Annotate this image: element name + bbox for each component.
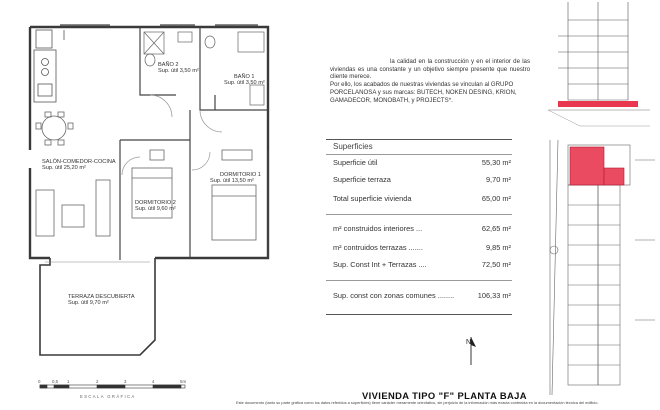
surfaces-rule [326,154,512,155]
surface-label: Superficie terraza [333,175,391,184]
surface-value: 72,50 m² [481,260,511,269]
room-dormitorio1-name: DORMITORIO 1 [220,172,261,178]
scale-caption: ESCALA GRÁFICA [80,394,136,399]
room-terraza-area: Sup. útil 9,70 m² [68,300,109,307]
intro-paragraph-1: la calidad en la construcción y en el interior de las viviendas es una constante y un objetivo siempre presente que nuestro cliente merece. [330,58,530,81]
scale-tick-1: 0,5 [52,379,59,384]
room-bano2-area: Sup. útil 3,50 m² [158,68,199,75]
page-title: VIVIENDA TIPO "F" PLANTA BAJA [362,390,527,401]
surface-label: m² contruidos terrazas ....... [333,243,423,252]
surfaces-top-rule [326,139,512,140]
scale-tick-0: 0 [38,379,41,384]
surface-value: 55,30 m² [481,158,511,167]
room-bano1 [224,74,265,87]
scale-tick-4: 3 [124,379,127,384]
room-dormitorio2-area: Sup. útil 9,60 m² [135,206,176,213]
room-dormitorio2 [135,200,176,213]
room-terraza-name: TERRAZA DESCUBIERTA [68,294,135,300]
room-salon [42,159,116,172]
compass-label: N [466,339,472,346]
room-salon-area: Sup. útil 25,20 m² [42,165,86,172]
surface-value: 62,65 m² [481,224,511,233]
surface-value: 9,70 m² [485,175,511,184]
surfaces-rule [326,280,512,281]
scale-tick-3: 2 [96,379,99,384]
surface-row-util [333,158,511,168]
room-terraza [68,294,135,307]
disclaimer-text: Este documento (tanto su parte gráfica como los datos referidos a superficies) tiene carácter meramente orientativo, sin perjuicio de la información más exacta contenida en la documentación técnica del edificio. [236,400,599,405]
room-bano2 [158,62,199,75]
surface-row-terraza [333,175,511,185]
surface-value: 106,33 m² [477,291,511,300]
surface-row-terrazas [333,243,511,253]
scale-tick-6: 5m [180,379,187,384]
room-dormitorio2-name: DORMITORIO 2 [135,200,176,206]
surfaces-bottom-rule [326,314,512,315]
room-bano1-name: BAÑO 1 [234,74,255,80]
surface-label: Superficie útil [333,158,378,167]
surface-value: 65,00 m² [481,194,511,203]
surface-value: 9,85 m² [485,243,511,252]
room-dormitorio1 [210,172,261,185]
intro-paragraph-2: Por ello, los acabados de nuestras viviendas se vinculan al GRUPO PORCELANOSA y sus marcas: BUTECH, NOKEN DESING, KRION, GAMADECOR, MONOBATH, y PROJECTS*. [330,81,517,104]
surface-label: Sup. Const Int + Terrazas .... [333,260,427,269]
surface-row-construidos [333,224,511,234]
surface-label: Sup. const con zonas comunes ........ [333,291,455,300]
floor-plan [0,0,300,395]
room-bano1-area: Sup. útil 3,50 m² [224,80,265,87]
room-bano2-name: BAÑO 2 [158,62,179,68]
surface-label: m² construidos interiores ... [333,224,423,233]
surface-row-total [333,194,511,204]
building-site-plan [540,0,660,395]
room-salon-name: SALÓN-COMEDOR-COCINA [42,159,116,165]
surface-row-zonas-comunes [333,291,511,301]
surfaces-rule [326,214,512,215]
surface-label: Total superficie vivienda [333,194,412,203]
scale-tick-5: 4 [152,379,155,384]
scale-tick-2: 1 [67,379,70,384]
surfaces-title: Superficies [333,142,373,151]
intro-text [330,58,530,104]
surface-row-const-int [333,260,511,270]
room-dormitorio1-area: Sup. útil 13,50 m² [210,178,254,185]
